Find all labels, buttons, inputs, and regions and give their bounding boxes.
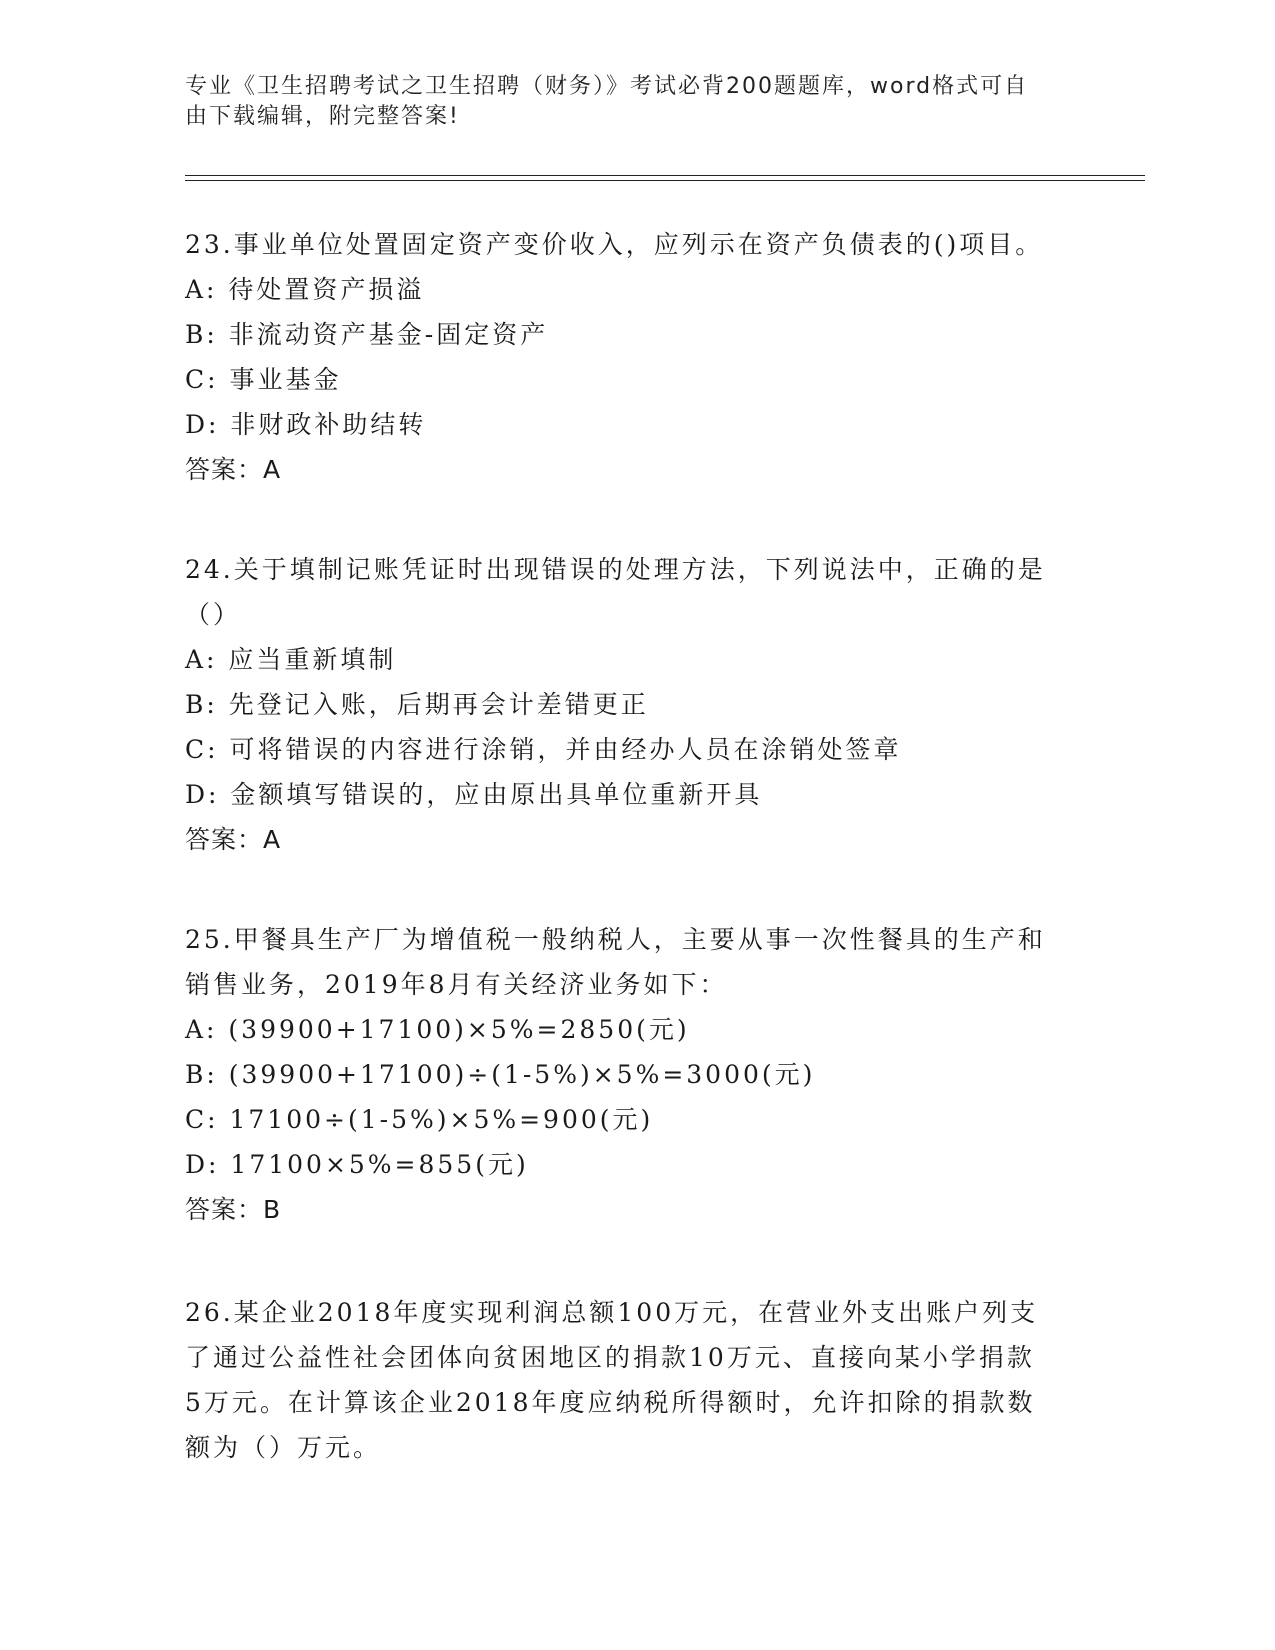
- option-d: D: 金额填写错误的，应由原出具单位重新开具: [185, 780, 763, 809]
- question-stem-line-2: 了通过公益性社会团体向贫困地区的捐款10万元、直接向某小学捐款: [185, 1343, 1035, 1372]
- question-23: [185, 222, 1065, 492]
- question-stem-line-1: 26.某企业2018年度实现利润总额100万元，在营业外支出账户列支: [185, 1298, 1039, 1327]
- question-stem-line-3: 5万元。在计算该企业2018年度应纳税所得额时，允许扣除的捐款数: [185, 1388, 1036, 1417]
- document-header: [185, 72, 1065, 132]
- option-b: B: (39900+17100)÷(1-5%)×5%=3000(元): [185, 1060, 816, 1089]
- question-stem-line-2: 销售业务，2019年8月有关经济业务如下：: [185, 970, 728, 999]
- option-a: A: 待处置资产损溢: [185, 275, 425, 304]
- question-stem-line-2: （）: [185, 600, 242, 629]
- header-divider-thin: [185, 180, 1145, 181]
- question-26: [185, 1290, 1065, 1470]
- header-divider-thick: [185, 175, 1145, 176]
- question-stem-line-1: 24.关于填制记账凭证时出现错误的处理方法，下列说法中，正确的是: [185, 555, 1046, 584]
- question-24: [185, 547, 1065, 862]
- option-c: C: 17100÷(1-5%)×5%=900(元): [185, 1105, 654, 1134]
- answer: 答案：B: [185, 1195, 282, 1224]
- option-c: C: 可将错误的内容进行涂销，并由经办人员在涂销处签章: [185, 735, 902, 764]
- option-b: B: 先登记入账，后期再会计差错更正: [185, 690, 649, 719]
- option-b: B: 非流动资产基金-固定资产: [185, 320, 549, 349]
- answer: 答案：A: [185, 825, 282, 854]
- answer: 答案：A: [185, 455, 282, 484]
- option-d: D: 17100×5%=855(元): [185, 1150, 529, 1179]
- option-d: D: 非财政补助结转: [185, 410, 427, 439]
- question-25: [185, 917, 1065, 1232]
- question-stem-line-1: 25.甲餐具生产厂为增值税一般纳税人，主要从事一次性餐具的生产和: [185, 925, 1046, 954]
- header-line-1: 专业《卫生招聘考试之卫生招聘（财务）》考试必背200题题库，word格式可自: [185, 74, 1029, 99]
- header-line-2: 由下载编辑，附完整答案!: [185, 104, 460, 129]
- question-stem: 23.事业单位处置固定资产变价收入，应列示在资产负债表的()项目。: [185, 230, 1044, 259]
- option-c: C: 事业基金: [185, 365, 342, 394]
- option-a: A: 应当重新填制: [185, 645, 397, 674]
- option-a: A: (39900+17100)×5%=2850(元): [185, 1015, 690, 1044]
- question-stem-line-4: 额为（）万元。: [185, 1433, 382, 1462]
